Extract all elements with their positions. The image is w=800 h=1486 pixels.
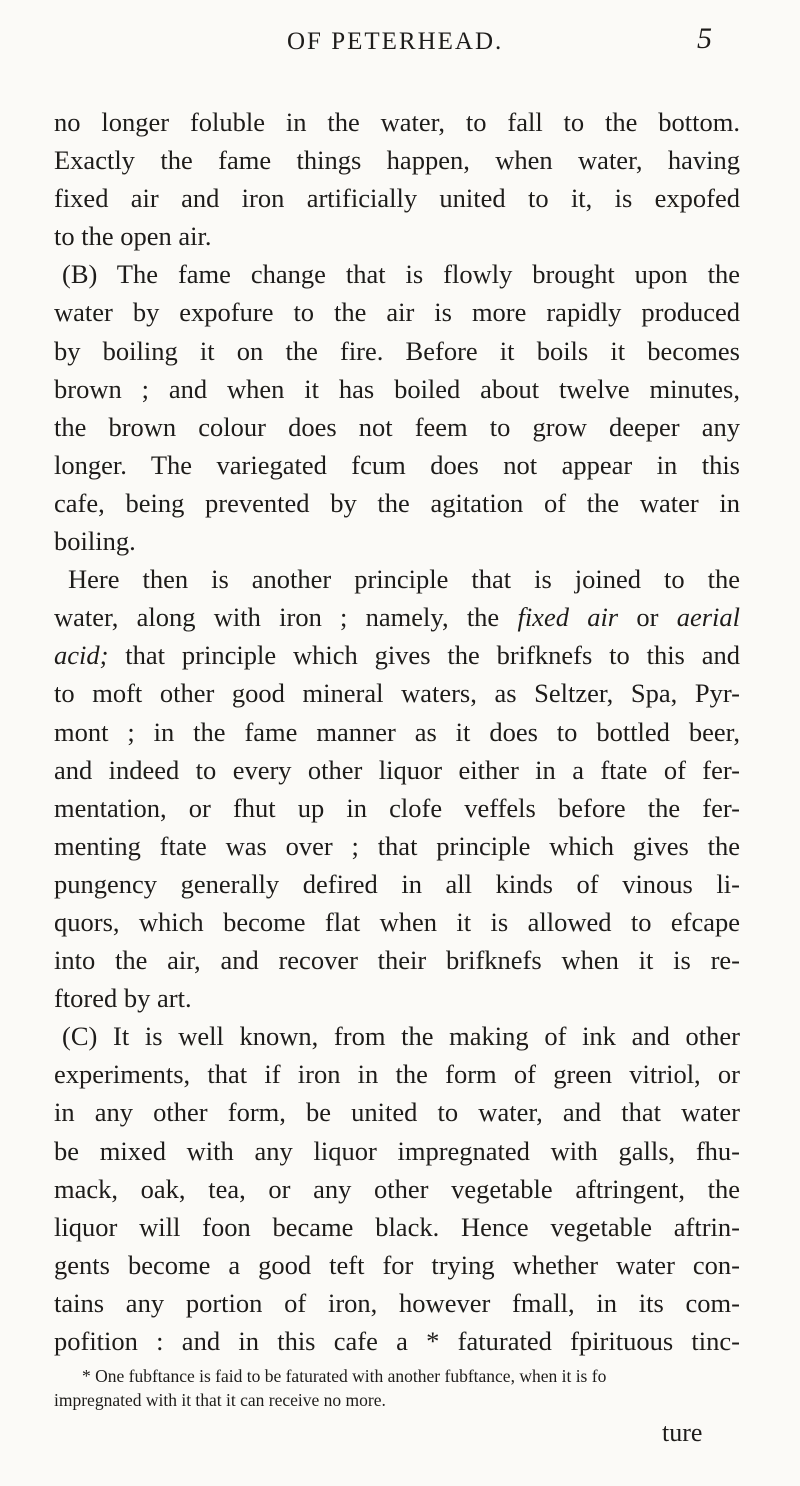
text-line: gents become a good teft for trying whether water con-	[54, 1249, 740, 1280]
paragraph-b-first-line: (B) The fame change that is flowly brought upon the	[62, 259, 740, 290]
text-line-mixed	[54, 636, 740, 674]
text-line: water by expofure to the air is more rapidly produced	[54, 297, 740, 328]
text-line: longer. The variegated fcum does not appear in this	[54, 449, 740, 480]
body-text	[54, 103, 740, 1360]
text-line: into the air, and recover their brifknefs when it is re-	[54, 945, 740, 976]
text-line: menting ftate was over ; that principle which gives the	[54, 830, 740, 861]
text-line: fixed air and iron artificially united to it, is expofed	[54, 183, 740, 214]
text-run: water, along with iron ; namely, the	[54, 602, 500, 633]
text-line: ftored by art.	[54, 983, 192, 1014]
text-line: mack, oak, tea, or any other vegetable aftringent, the	[54, 1173, 740, 1204]
text-line: boiling.	[54, 526, 136, 557]
text-line: pungency generally defired in all kinds of vinous li-	[54, 868, 740, 899]
text-line: pofition : and in this cafe a * faturated fpirituous tinc-	[54, 1326, 740, 1356]
catchword: ture	[662, 1418, 703, 1447]
footnote	[54, 1364, 740, 1412]
footnote-line: impregnated with it that it can receive no more.	[54, 1390, 386, 1410]
running-title: OF PETERHEAD.	[287, 28, 504, 55]
text-line: brown ; and when it has boiled about twelve minutes,	[54, 373, 740, 404]
text-line: the brown colour does not feem to grow deeper any	[54, 411, 740, 442]
text-line: cafe, being prevented by the agitation of the water in	[54, 487, 740, 518]
italic-term-fixed-air: fixed air	[517, 602, 619, 633]
text-line: experiments, that if iron in the form of green vitriol, or	[54, 1059, 740, 1090]
italic-term-acid: acid;	[54, 640, 109, 671]
text-line: mentation, or fhut up in clofe veffels before the fer-	[54, 792, 740, 823]
text-line: no longer foluble in the water, to fall to the bottom.	[54, 107, 740, 137]
text-line: tains any portion of iron, however fmall, in its com-	[54, 1287, 740, 1318]
text-line: Exactly the fame things happen, when water, having	[54, 145, 740, 176]
running-head	[0, 18, 800, 58]
text-run: that principle which gives the brifknefs to this and	[108, 640, 740, 671]
text-line: quors, which become flat when it is allowed to efcape	[54, 906, 740, 937]
text-line: to the open air.	[54, 221, 212, 252]
text-line: liquor will foon became black. Hence vegetable aftrin-	[54, 1211, 740, 1242]
text-run: or	[618, 602, 677, 633]
text-line: mont ; in the fame manner as it does to bottled beer,	[54, 716, 740, 747]
footnote-line: * One fubftance is faid to be faturated with another fubftance, when it is fo	[82, 1366, 607, 1386]
text-line: by boiling it on the fire. Before it boils it becomes	[54, 335, 740, 366]
paragraph-c-first-line: (C) It is well known, from the making of ink and other	[62, 1021, 740, 1052]
italic-term-aerial: aerial	[676, 602, 740, 633]
text-line: and indeed to every other liquor either in a ftate of fer-	[54, 754, 740, 785]
text-line: be mixed with any liquor impregnated with galls, fhu-	[54, 1135, 740, 1166]
text-line-mixed	[54, 598, 740, 636]
text-line: to moft other good mineral waters, as Seltzer, Spa, Pyr-	[54, 678, 740, 709]
paragraph-first-line: Here then is another principle that is joined to the	[68, 564, 740, 595]
text-line: in any other form, be united to water, and that water	[54, 1097, 740, 1128]
page-number: 5	[697, 22, 712, 55]
